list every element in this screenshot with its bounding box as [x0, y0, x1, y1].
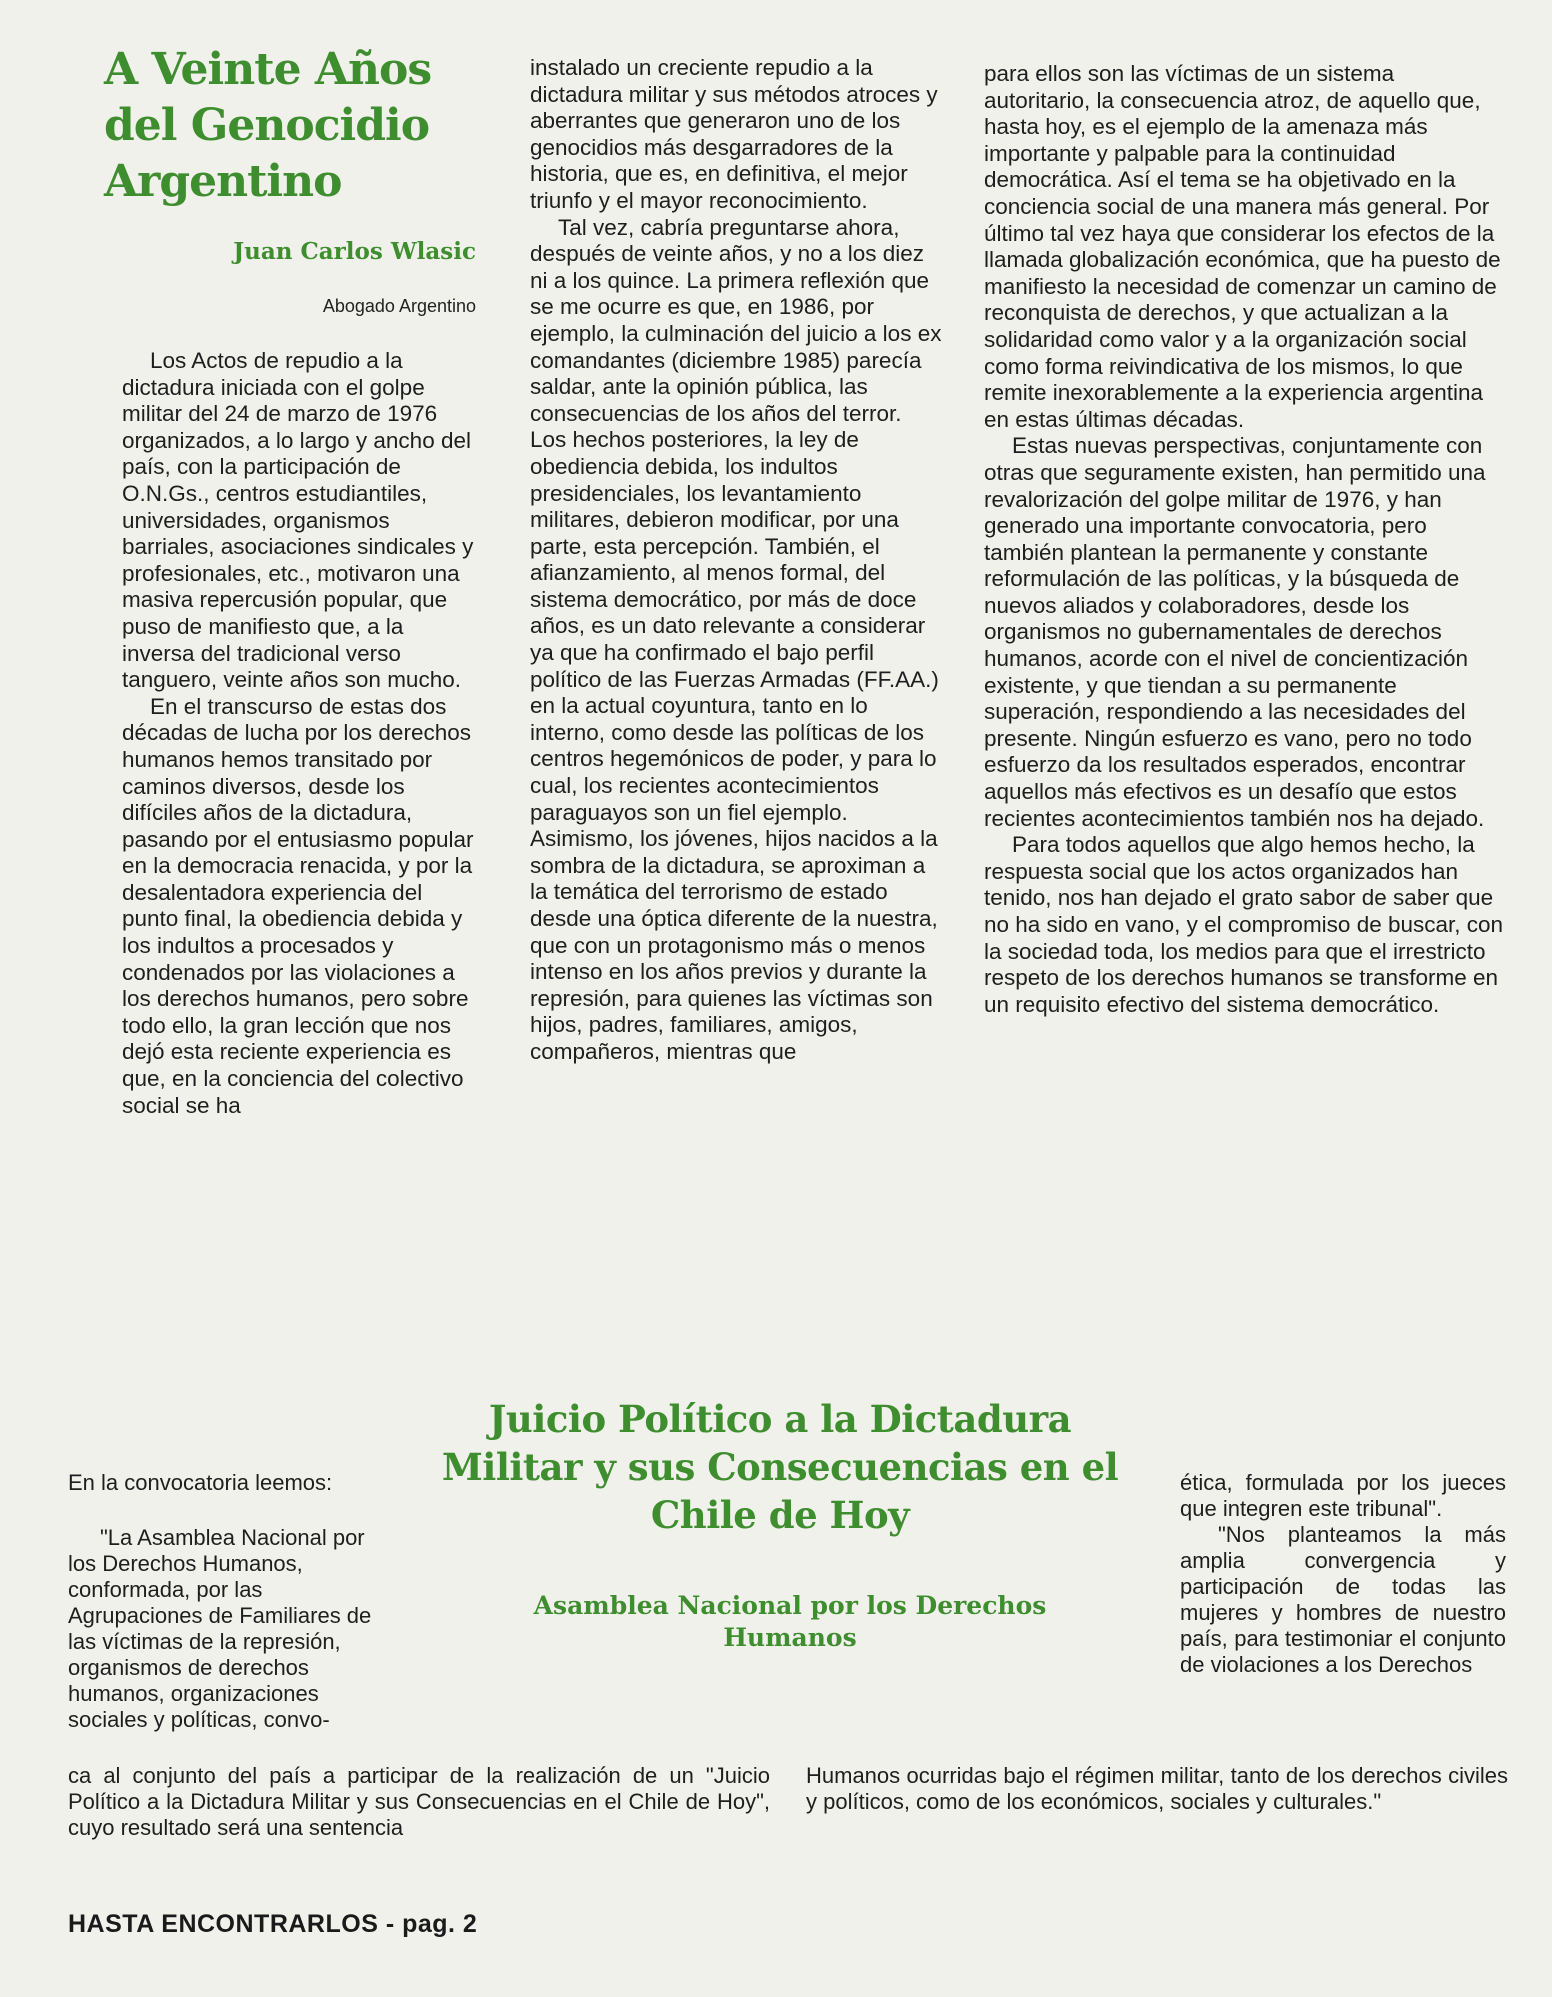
article2-right-column: [1180, 1470, 1506, 1678]
page-footer: HASTA ENCONTRARLOS - pag. 2: [68, 1910, 478, 1938]
paragraph: Los Actos de repudio a la dictadura iniciada con el golpe militar del 24 de marzo de 1976 organizados, a lo largo y ancho del país, con la participación de O.N.Gs., centros estudiantiles, universidades, organismos barriales, asociaciones sindicales y profesionales, etc., motivaron una masiva repercusión popular, que puso de manifiesto que, a la inversa del tradicional verso tanguero, veinte años son mucho.: [122, 348, 474, 693]
paragraph: Estas nuevas perspectivas, conjuntamente con otras que seguramente existen, han permitido una revalorización del golpe militar de 1976, y han generado una importante convocatoria, pero también plantean la permanente y constante reformulación de las políticas, y la búsqueda de nuevos aliados y colaboradores, desde los organismos no gubernamentales de derechos humanos, acorde con el nivel de concientización existente, y que tiendan a su permanente superación, respondiendo a las necesidades del presente. Ningún esfuerzo es vano, pero no todo esfuerzo da los resultados esperados, encontrar aquellos más efectivos es un desafío que estos recientes acontecimientos también nos ha dejado.: [984, 433, 1486, 831]
article1-column-2: [530, 55, 942, 1066]
article2-title: Juicio Político a la Dictadura Militar y sus Consecuencias en el Chile de Hoy: [441, 1397, 1119, 1537]
paragraph: En el transcurso de estas dos décadas de lucha por los derechos humanos hemos transitado por caminos diversos, desde los difíciles años de la dictadura, pasando por el entusiasmo popular en la democracia renacida, y por la desalentadora experiencia del punto final, la obediencia debida y los indultos a procesados y condenados por las violaciones a los derechos humanos, pero sobre todo ello, la gran lección que nos dejó esta reciente experiencia es que, en la conciencia del colectivo social se ha: [122, 693, 474, 1118]
paragraph: para ellos son las víctimas de un sistema autoritario, la consecuencia atroz, de aquello que, hasta hoy, es el ejemplo de la amenaza más importante y palpable para la continuidad democrática. Así el tema se ha objetivado en la conciencia social de una manera más general. Por último tal vez haya que considerar los efectos de la llamada globalización económica, que ha puesto de manifiesto la necesidad de comenzar un camino de reconquista de derechos, y que actualizan a la solidaridad como valor y a la organización social como forma reivindicativa de los mismos, lo que remite inexorablemente a la experiencia argentina en estas últimas décadas.: [984, 61, 1501, 432]
paragraph: Humanos ocurridas bajo el régimen militar, tanto de los derechos civiles y políticos, como de los económicos, sociales y culturales.": [806, 1763, 1508, 1814]
paragraph: ética, formulada por los jueces que integren este tribunal".: [1180, 1470, 1506, 1521]
paragraph: Para todos aquellos que algo hemos hecho, la respuesta social que los actos organizados han tenido, nos han dejado el grato sabor de saber que no ha sido en vano, y el compromiso de buscar, con la sociedad toda, los medios para que el irrestricto respeto de los derechos humanos se transforme en un requisito efectivo del sistema democrático.: [984, 832, 1504, 1017]
article2-author: Asamblea Nacional por los Derechos Humanos: [533, 1591, 1047, 1652]
paragraph: En la convocatoria leemos:: [68, 1470, 333, 1495]
article2-left-column: [68, 1525, 394, 1733]
paragraph: ca al conjunto del país a participar de la realización de un "Juicio Político a la Dictadura Militar y sus Consecuencias en el Chile de Hoy", cuyo resultado será una sentencia: [68, 1763, 770, 1840]
article1-title: A Veinte Años del Genocidio Argentino: [104, 44, 432, 207]
paragraph: Tal vez, cabría preguntarse ahora, después de veinte años, y no a los diez ni a los quince. La primera reflexión que se me ocurre es que, en 1986, por ejemplo, la culminación del juicio a los ex comandantes (diciembre 1985) parecía saldar, ante la opinión pública, las consecuencias de los años del terror. Los hechos posteriores, la ley de obediencia debida, los indultos presidenciales, los levantamiento militares, debieron modificar, por una parte, esta percepción. También, el afianzamiento, al menos formal, del sistema democrático, por más de doce años, es un dato relevante a considerar ya que ha confirmado el bajo perfil político de las Fuerzas Armadas (FF.AA.) en la actual coyuntura, tanto en lo interno, como desde las políticas de los centros hegemónicos de poder, y para lo cual, los recientes acontecimientos paraguayos son un fiel ejemplo. Asimismo, los jóvenes, hijos nacidos a la sombra de la dictadura, se aproximan a la temática del terrorismo de estado desde una óptica diferente de la nuestra, que con un protagonismo más o menos intenso en los años previos y durante la represión, para quienes las víctimas son hijos, padres, familiares, amigos, compañeros, mientras que: [530, 214, 942, 1064]
article2-intro: [68, 1470, 408, 1496]
article1-author-role: Abogado Argentino: [322, 296, 476, 316]
article1-column-1: [122, 348, 478, 1119]
article1-author: Juan Carlos Wlasic: [233, 238, 476, 265]
article1-column-3: [984, 61, 1504, 1018]
paragraph: "La Asamblea Nacional por los Derechos Humanos, conformada, por las Agrupaciones de Familiares de las víctimas de la represión, organismos de derechos humanos, organizaciones sociales y políticas, convo-: [68, 1525, 372, 1732]
paragraph: instalado un creciente repudio a la dictadura militar y sus métodos atroces y aberrantes que generaron uno de los genocidios más desgarradores de la historia, que es, en definitiva, el mejor triunfo y el mayor reconocimiento.: [530, 55, 938, 213]
paragraph: "Nos planteamos la más amplia convergencia y participación de todas las mujeres y hombres de nuestro país, para testimoniar el conjunto de violaciones a los Derechos: [1180, 1522, 1506, 1677]
